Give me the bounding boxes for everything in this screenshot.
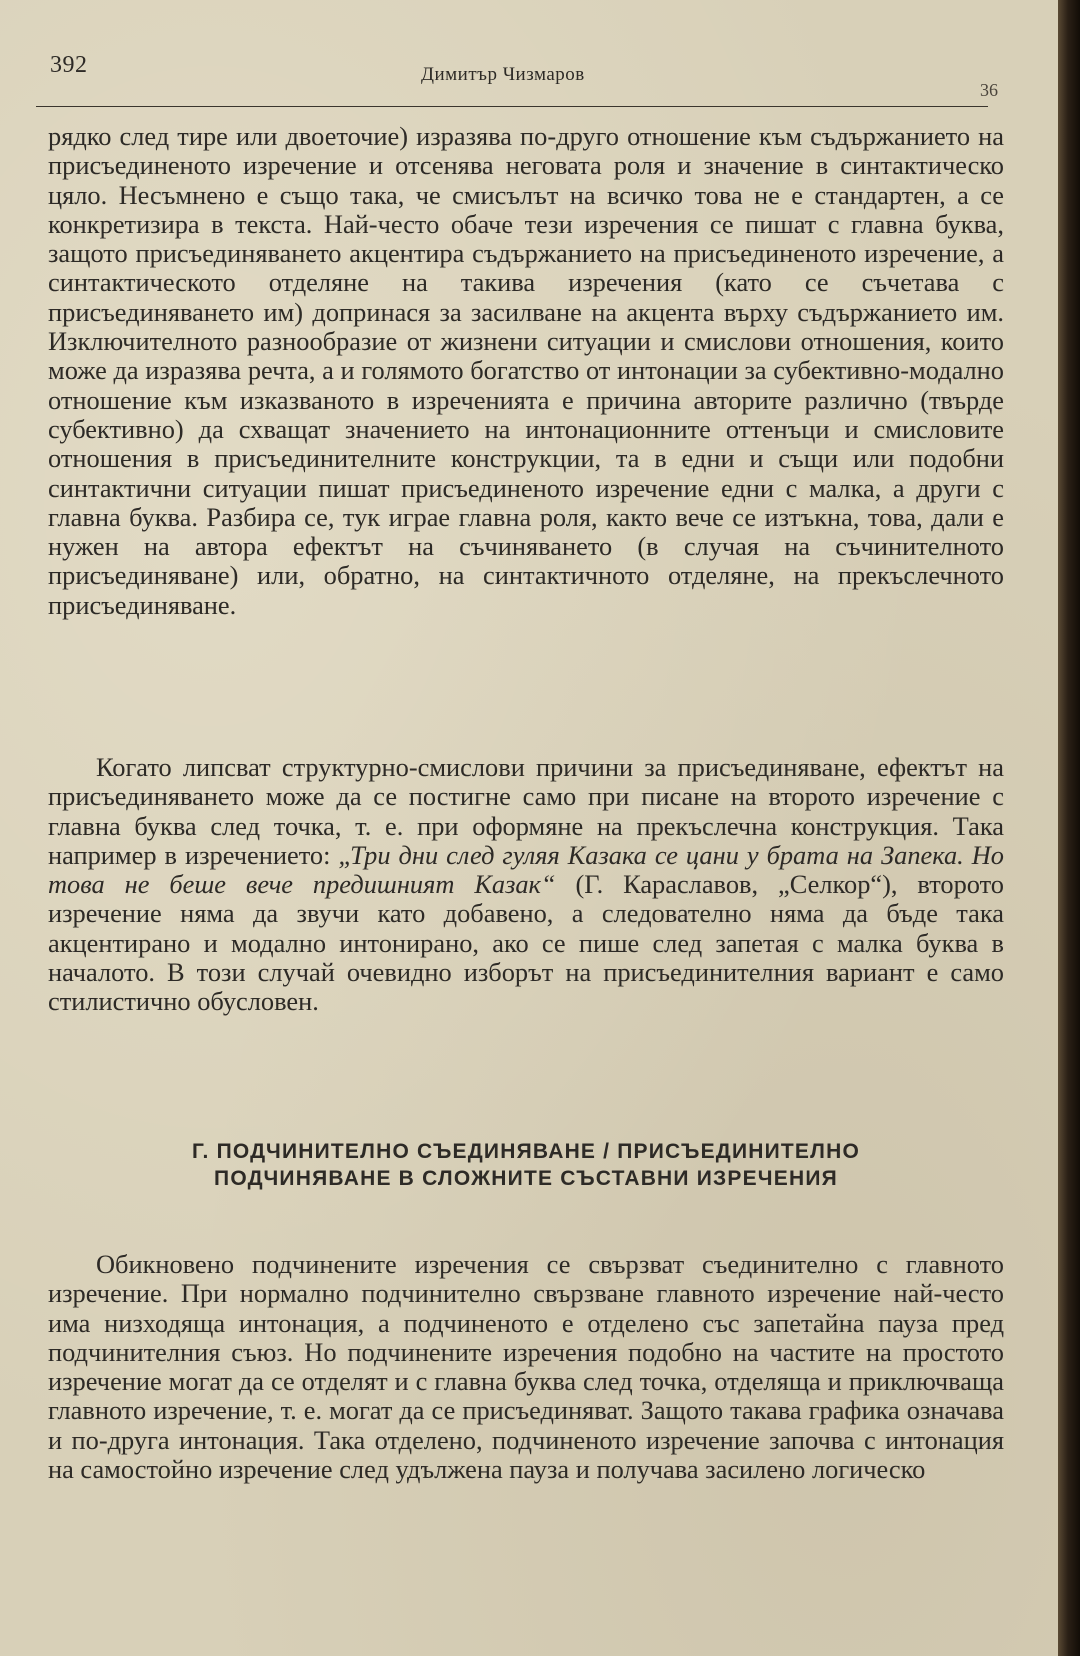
section-heading-line: Г. ПОДЧИНИТЕЛНО СЪЕДИНЯВАНЕ / ПРИСЪЕДИНИТЕЛНО <box>192 1140 860 1163</box>
page-header <box>36 50 1016 108</box>
paragraph-example <box>48 753 1004 1076</box>
header-rule <box>36 106 988 107</box>
book-binding-edge <box>1058 0 1080 1656</box>
section-heading <box>48 1138 1004 1198</box>
paragraph-text: (Г. Караславов, „Селкор“), второто изречение няма да звучи като добавено, а следователно няма да бъде така акцентирано и модално интонирано, ако се пише след запетая с малка буква в началото. В този случай очевидно изборът на присъединителния вариант е само стилистично обусловен. <box>48 869 1004 1017</box>
margin-number: 36 <box>980 80 998 100</box>
page-number: 392 <box>50 52 88 78</box>
running-head-author: Димитър Чизмаров <box>421 64 585 85</box>
paragraph-text: Когато липсват структурно-смислови причини за присъединяване, ефектът на присъединяването може да се постигне само при писане на второто изречение с главна буква след точка, т. е. при оформяне на прекъслечна конструкция. Така например в изречението: <box>48 753 1004 870</box>
body-text <box>48 122 1004 1575</box>
paragraph-continued: рядко след тире или двоеточие) изразява по-друго отношение към съдържанието на присъединеното изречение и отсенява неговата роля и значение в синтактическо цяло. Несъмнено е също така, че смисълът на всичко това не е стандартен, а се конкретизира в текста. Най-често обаче тези изречения се пишат с главна буква, защото присъединяването акцентира съдържанието на присъединеното изречение, а синтактическото отделяне на такива изречения (като се съчетава с присъединяването им) допринася за засилване на акцента върху съдържанието им. Изключителното разнообразие от жизнени ситуации и смислови отношения, които може да изразява речта, а и голямото богатство от интонации за субективно-модално отношение към изказваното в изреченията е причина авторите различно (твърде субективно) да схващат значението на интонационните оттенъци и смисловите отношения в присъединителните конструкции, та в едни и същи или подобни синтактични ситуации пишат присъединеното изречение едни с малка, а други с главна буква. Разбира се, тук играе главна роля, както вече се изтъкна, това, дали е нужен на автора ефектът на съчиняването (в случая на съчинителното присъединяване) или, обратно, на синтактичното отделяне, на прекъслечното присъединяване. <box>48 122 1004 620</box>
paragraph-section-start: Обикновено подчинените изречения се свързват съединително с главното изречение. При нормално подчинително свързване главното изречение най-често има низходяща интонация, а подчиненото е отделено със запетайна пауза пред подчинителния съюз. Но подчинените изречения подобно на частите на простото изречение могат да се отделят и с главна буква след точка, отделяща и приключваща главното изречение, т. е. могат да се присъединяват. Защото такава графика означава и по-друга интонация. Така отделено, подчиненото изречение започва с интонация на самостойно изречение след удължена пауза и получава засилено логическо <box>48 1250 1004 1485</box>
quoted-example: „Три дни след гуляя Казака се цани у брата на Запека. Но това не беше вече предишният Казак“ <box>48 839 1004 900</box>
section-heading-line: ПОДЧИНЯВАНЕ В СЛОЖНИТЕ СЪСТАВНИ ИЗРЕЧЕНИЯ <box>214 1167 838 1190</box>
